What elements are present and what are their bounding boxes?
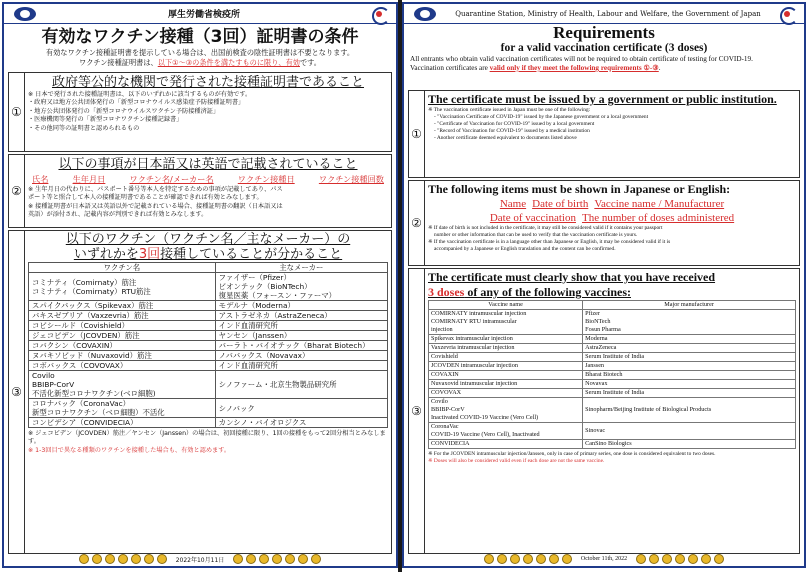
- vaccine-name-cell: コンビデシア（CONVIDECIA）: [29, 418, 216, 428]
- manufacturer-cell: Moderna: [583, 335, 796, 344]
- manufacturer-cell: ファイザー（Pfizer） ビオンテック（BioNTech） 復星医薬（フォースン・ファーマ）: [215, 273, 387, 301]
- star-icon: [484, 554, 494, 564]
- star-icon: [549, 554, 559, 564]
- manufacturer-cell: カンシノ・バイオロジクス: [215, 418, 387, 428]
- vaccine-name-cell: COVAXIN: [429, 371, 583, 380]
- section-number: ③: [409, 269, 425, 553]
- table-row: [29, 311, 388, 321]
- page-subtitle: for a valid vaccination certificate (3 doses): [500, 42, 708, 54]
- vaccine-name-cell: CONVIDECIA: [429, 440, 583, 449]
- table-row: [29, 301, 388, 311]
- section-notes: ※ ジェコビデン（JCOVDEN）筋注／ヤンセン（Janssen）の場合は、初回接種に限り、1回の接種をもって2回分相当とみなします。 ※ 1-3回目で異なる種類のワクチンを接種した場合も、有効と認めます。: [28, 430, 386, 454]
- table-row: [429, 371, 796, 380]
- table-row: [29, 418, 388, 428]
- vaccine-table: [428, 300, 796, 449]
- star-icon: [497, 554, 507, 564]
- manufacturer-cell: ノババックス（Novavax）: [215, 351, 387, 361]
- table-row: [29, 351, 388, 361]
- section-notes: ※ For the JCOVDEN intramuscular injection/Janssen, only in case of primary series, one dose is considered equivalent to two doses. ※ Doses will also be considered valid even if each dose are not the same vaccine.: [428, 451, 716, 464]
- vaccine-name-cell: Covishield: [429, 353, 583, 362]
- section-heading: The following items must be shown in Japanese or English:: [428, 182, 731, 196]
- header-title: 厚生労働省検疫所: [167, 10, 240, 20]
- section-heading: 政府等公的な機関で発行された接種証明書であること: [51, 75, 364, 90]
- star-icon: [131, 554, 141, 564]
- vaccine-name-cell: コビシールド（Covishield）: [29, 321, 216, 331]
- star-icon: [259, 554, 269, 564]
- section-number: ③: [9, 231, 25, 553]
- star-icon: [157, 554, 167, 564]
- japanese-panel: [2, 2, 398, 568]
- star-icon: [688, 554, 698, 564]
- star-icon: [649, 554, 659, 564]
- manufacturer-cell: Pfizer BioNTech Fosun Pharma: [583, 310, 796, 335]
- star-icon: [272, 554, 282, 564]
- star-icon: [92, 554, 102, 564]
- vaccine-name-cell: ヌバキソビッド（Nuvaxovid）筋注: [29, 351, 216, 361]
- table-row: [429, 344, 796, 353]
- manufacturer-cell: Serum Institute of India: [583, 353, 796, 362]
- section-notes: ※ 生年月日の代わりに、パスポート番号等本人を特定するための事項が記載してあり、パス ポート等と照合して本人の接種証明書であることが確認できれば有効とみなします。 ※ 接種証明書が日本語又は英語以外で記載されている場合、接種証明書の翻訳（日本語又は 英語）が添付され、記載内容が判別できれば有効とみなします。: [28, 186, 283, 219]
- vaccine-name-cell: Spikevax intramuscular injection: [429, 335, 583, 344]
- manufacturer-cell: バーラト・バイオテック（Bharat Biotech）: [215, 341, 387, 351]
- vaccine-name-cell: CoronaVac COVID-19 Vaccine (Vero Cell), Inactivated: [429, 423, 583, 440]
- star-icon: [701, 554, 711, 564]
- vaccine-name-cell: コバクシン（COVAXIN）: [29, 341, 216, 351]
- table-row: [429, 353, 796, 362]
- star-icon: [298, 554, 308, 564]
- star-icon: [311, 554, 321, 564]
- manufacturer-cell: Sinovac: [583, 423, 796, 440]
- section-heading: The certificate must clearly show that you have received 3 doses of any of the following vaccines:: [428, 270, 716, 299]
- section-2: [8, 154, 392, 228]
- section-notes: ※ 日本で発行された接種証明書は、以下のいずれかに該当するものが有効です。 ・政府又は地方公共団体発行の「新型コロナウイルス感染症予防接種証明書」 ・地方公共団体発行の「新型コロナウイルスワクチン予防接種済証」 ・医療機関等発行の「新型コロナワクチン接種記録書」 ・その他同等の証明書と認められるもの: [28, 91, 252, 132]
- section-heading: 以下のワクチン（ワクチン名／主なメーカー）の いずれかを3回接種していることが分かること: [65, 232, 351, 262]
- manufacturer-cell: Novavax: [583, 380, 796, 389]
- quarantine-logo-icon: [14, 7, 36, 21]
- header-title: Quarantine Station, Ministry of Health, Labour and Welfare, the Government of Japan: [455, 9, 761, 18]
- star-icon: [523, 554, 533, 564]
- table-row: [429, 398, 796, 423]
- table-row: [429, 380, 796, 389]
- mhlw-mark-icon: [780, 7, 794, 21]
- col-vaccine-name: ワクチン名: [29, 263, 216, 273]
- manufacturer-cell: シノバック: [215, 399, 387, 418]
- section-heading: 以下の事項が日本語又は英語で記載されていること: [58, 157, 358, 172]
- star-icon: [510, 554, 520, 564]
- vaccine-name-cell: Vaxzevria intramuscular injection: [429, 344, 583, 353]
- vaccine-name-cell: Covilo BBIBP-CorV Inactivated COVID-19 Vaccine (Vero Cell): [429, 398, 583, 423]
- section-number: ②: [409, 181, 425, 265]
- vaccine-name-cell: JCOVDEN intramuscular injection: [429, 362, 583, 371]
- col-vaccine-name: Vaccine name: [429, 301, 583, 310]
- quarantine-logo-icon: [414, 7, 436, 21]
- manufacturer-cell: アストラゼネカ（AstraZeneca）: [215, 311, 387, 321]
- manufacturer-cell: CanSino Biologics: [583, 440, 796, 449]
- table-row: [429, 423, 796, 440]
- required-items: 氏名 生年月日 ワクチン名/メーカー名 ワクチン接種日 ワクチン接種回数: [32, 174, 384, 184]
- table-row: [429, 389, 796, 398]
- manufacturer-cell: ヤンセン（Janssen）: [215, 331, 387, 341]
- vaccine-name-cell: COMIRNATY intramuscular injection COMIRNATY RTU intramuscular injection: [429, 310, 583, 335]
- footer: [4, 552, 396, 566]
- table-row: [429, 440, 796, 449]
- star-icon: [144, 554, 154, 564]
- section-number: ①: [409, 91, 425, 177]
- manufacturer-cell: Serum Institute of India: [583, 389, 796, 398]
- table-row: [429, 310, 796, 335]
- star-icon: [536, 554, 546, 564]
- page-title: 有効なワクチン接種（3回）証明書の条件: [41, 27, 359, 47]
- required-items: Name Date of birth Vaccine name / Manufacturer Date of vaccination The number of doses administered: [489, 198, 735, 224]
- table-row: [29, 371, 388, 399]
- vaccine-name-cell: コボバックス（COVOVAX）: [29, 361, 216, 371]
- col-manufacturer: 主なメーカー: [215, 263, 387, 273]
- manufacturer-cell: インド血清研究所: [215, 361, 387, 371]
- manufacturer-cell: Janssen: [583, 362, 796, 371]
- header-bar: [404, 4, 804, 24]
- section-notes: ※ If date of birth is not included in the certificate, it may still be considered valid if it contains your passport number or other information that can be used to verify that the vaccination certificate is yours. ※ If the vaccination certificate is in a language other than Japanese or English, it may be considered valid if it is accompanied by a Japanese or English translation and the content can be confirmed.: [428, 225, 671, 252]
- vaccine-name-cell: Covilo BBIBP-CorV 不活化新型コロナワクチン(ベロ細胞): [29, 371, 216, 399]
- section-2: [408, 180, 800, 266]
- section-1: [8, 72, 392, 152]
- vaccine-name-cell: バキスゼブリア（Vaxzevria）筋注: [29, 311, 216, 321]
- star-icon: [714, 554, 724, 564]
- star-icon: [636, 554, 646, 564]
- manufacturer-cell: シノファーム・北京生物製品研究所: [215, 371, 387, 399]
- page-title: Requirements: [553, 23, 655, 42]
- star-icon: [562, 554, 572, 564]
- vaccine-table: [28, 262, 388, 428]
- col-manufacturer: Major manufacturer: [583, 301, 796, 310]
- vaccine-name-cell: コミナティ（Comirnaty）筋注 コミナティ（Comirnaty）RTU筋注: [29, 273, 216, 301]
- section-notes: ※ The vaccination certificate issued in Japan must be one of the following: - "Vaccination Certificate of COVID-19" issued by the Japanese government or a local government - "Certificate of Vaccination for COVID-19" issued by a local government - "Record of Vaccination for COVID-19" issued by a medical institution - Another certificate deemed equivalent to documents listed above: [428, 107, 649, 141]
- section-3: [8, 230, 392, 554]
- star-icon: [105, 554, 115, 564]
- table-row: [29, 341, 388, 351]
- star-icon: [118, 554, 128, 564]
- vaccine-name-cell: Nuvaxovid intramuscular injection: [429, 380, 583, 389]
- english-panel: [402, 2, 806, 568]
- section-number: ①: [9, 73, 25, 151]
- header-bar: [4, 4, 396, 24]
- table-row: [29, 321, 388, 331]
- intro-text: 有効なワクチン接種証明書を提示している場合は、出国前検査の陰性証明書は不要となります。 ワクチン接種証明書は、以下①〜③の条件を満たすものに限り、有効です。: [45, 48, 355, 67]
- vaccine-name-cell: コロナバック（CoronaVac） 新型コロナワクチン（ベロ細胞）不活化: [29, 399, 216, 418]
- manufacturer-cell: インド血清研究所: [215, 321, 387, 331]
- section-1: [408, 90, 800, 178]
- manufacturer-cell: Sinopharm/Beijing Institute of Biological Products: [583, 398, 796, 423]
- table-row: [429, 362, 796, 371]
- table-row: [29, 399, 388, 418]
- manufacturer-cell: Bharat Biotech: [583, 371, 796, 380]
- table-row: [29, 361, 388, 371]
- vaccine-name-cell: スパイクバックス（Spikevax）筋注: [29, 301, 216, 311]
- star-icon: [662, 554, 672, 564]
- footer-date: October 11th, 2022: [580, 556, 628, 562]
- manufacturer-cell: モデルナ（Moderna）: [215, 301, 387, 311]
- mhlw-mark-icon: [372, 7, 386, 21]
- footer: [404, 552, 804, 566]
- star-icon: [79, 554, 89, 564]
- star-icon: [675, 554, 685, 564]
- vaccine-name-cell: COVOVAX: [429, 389, 583, 398]
- vaccine-name-cell: ジェコビデン（JCOVDEN）筋注: [29, 331, 216, 341]
- star-icon: [233, 554, 243, 564]
- footer-date: 2022年10月11日: [175, 556, 225, 564]
- manufacturer-cell: AstraZeneca: [583, 344, 796, 353]
- section-3: [408, 268, 800, 554]
- table-row: [29, 273, 388, 301]
- table-row: [29, 331, 388, 341]
- intro-text: All entrants who obtain valid vaccination certificates will not be required to obtain certificate of testing for COVID-19. Vaccination certificates are valid only if they meet the following requirements ①-③.: [410, 55, 753, 72]
- table-row: [429, 335, 796, 344]
- star-icon: [285, 554, 295, 564]
- star-icon: [246, 554, 256, 564]
- section-number: ②: [9, 155, 25, 227]
- section-heading: The certificate must be issued by a government or public institution.: [428, 92, 777, 106]
